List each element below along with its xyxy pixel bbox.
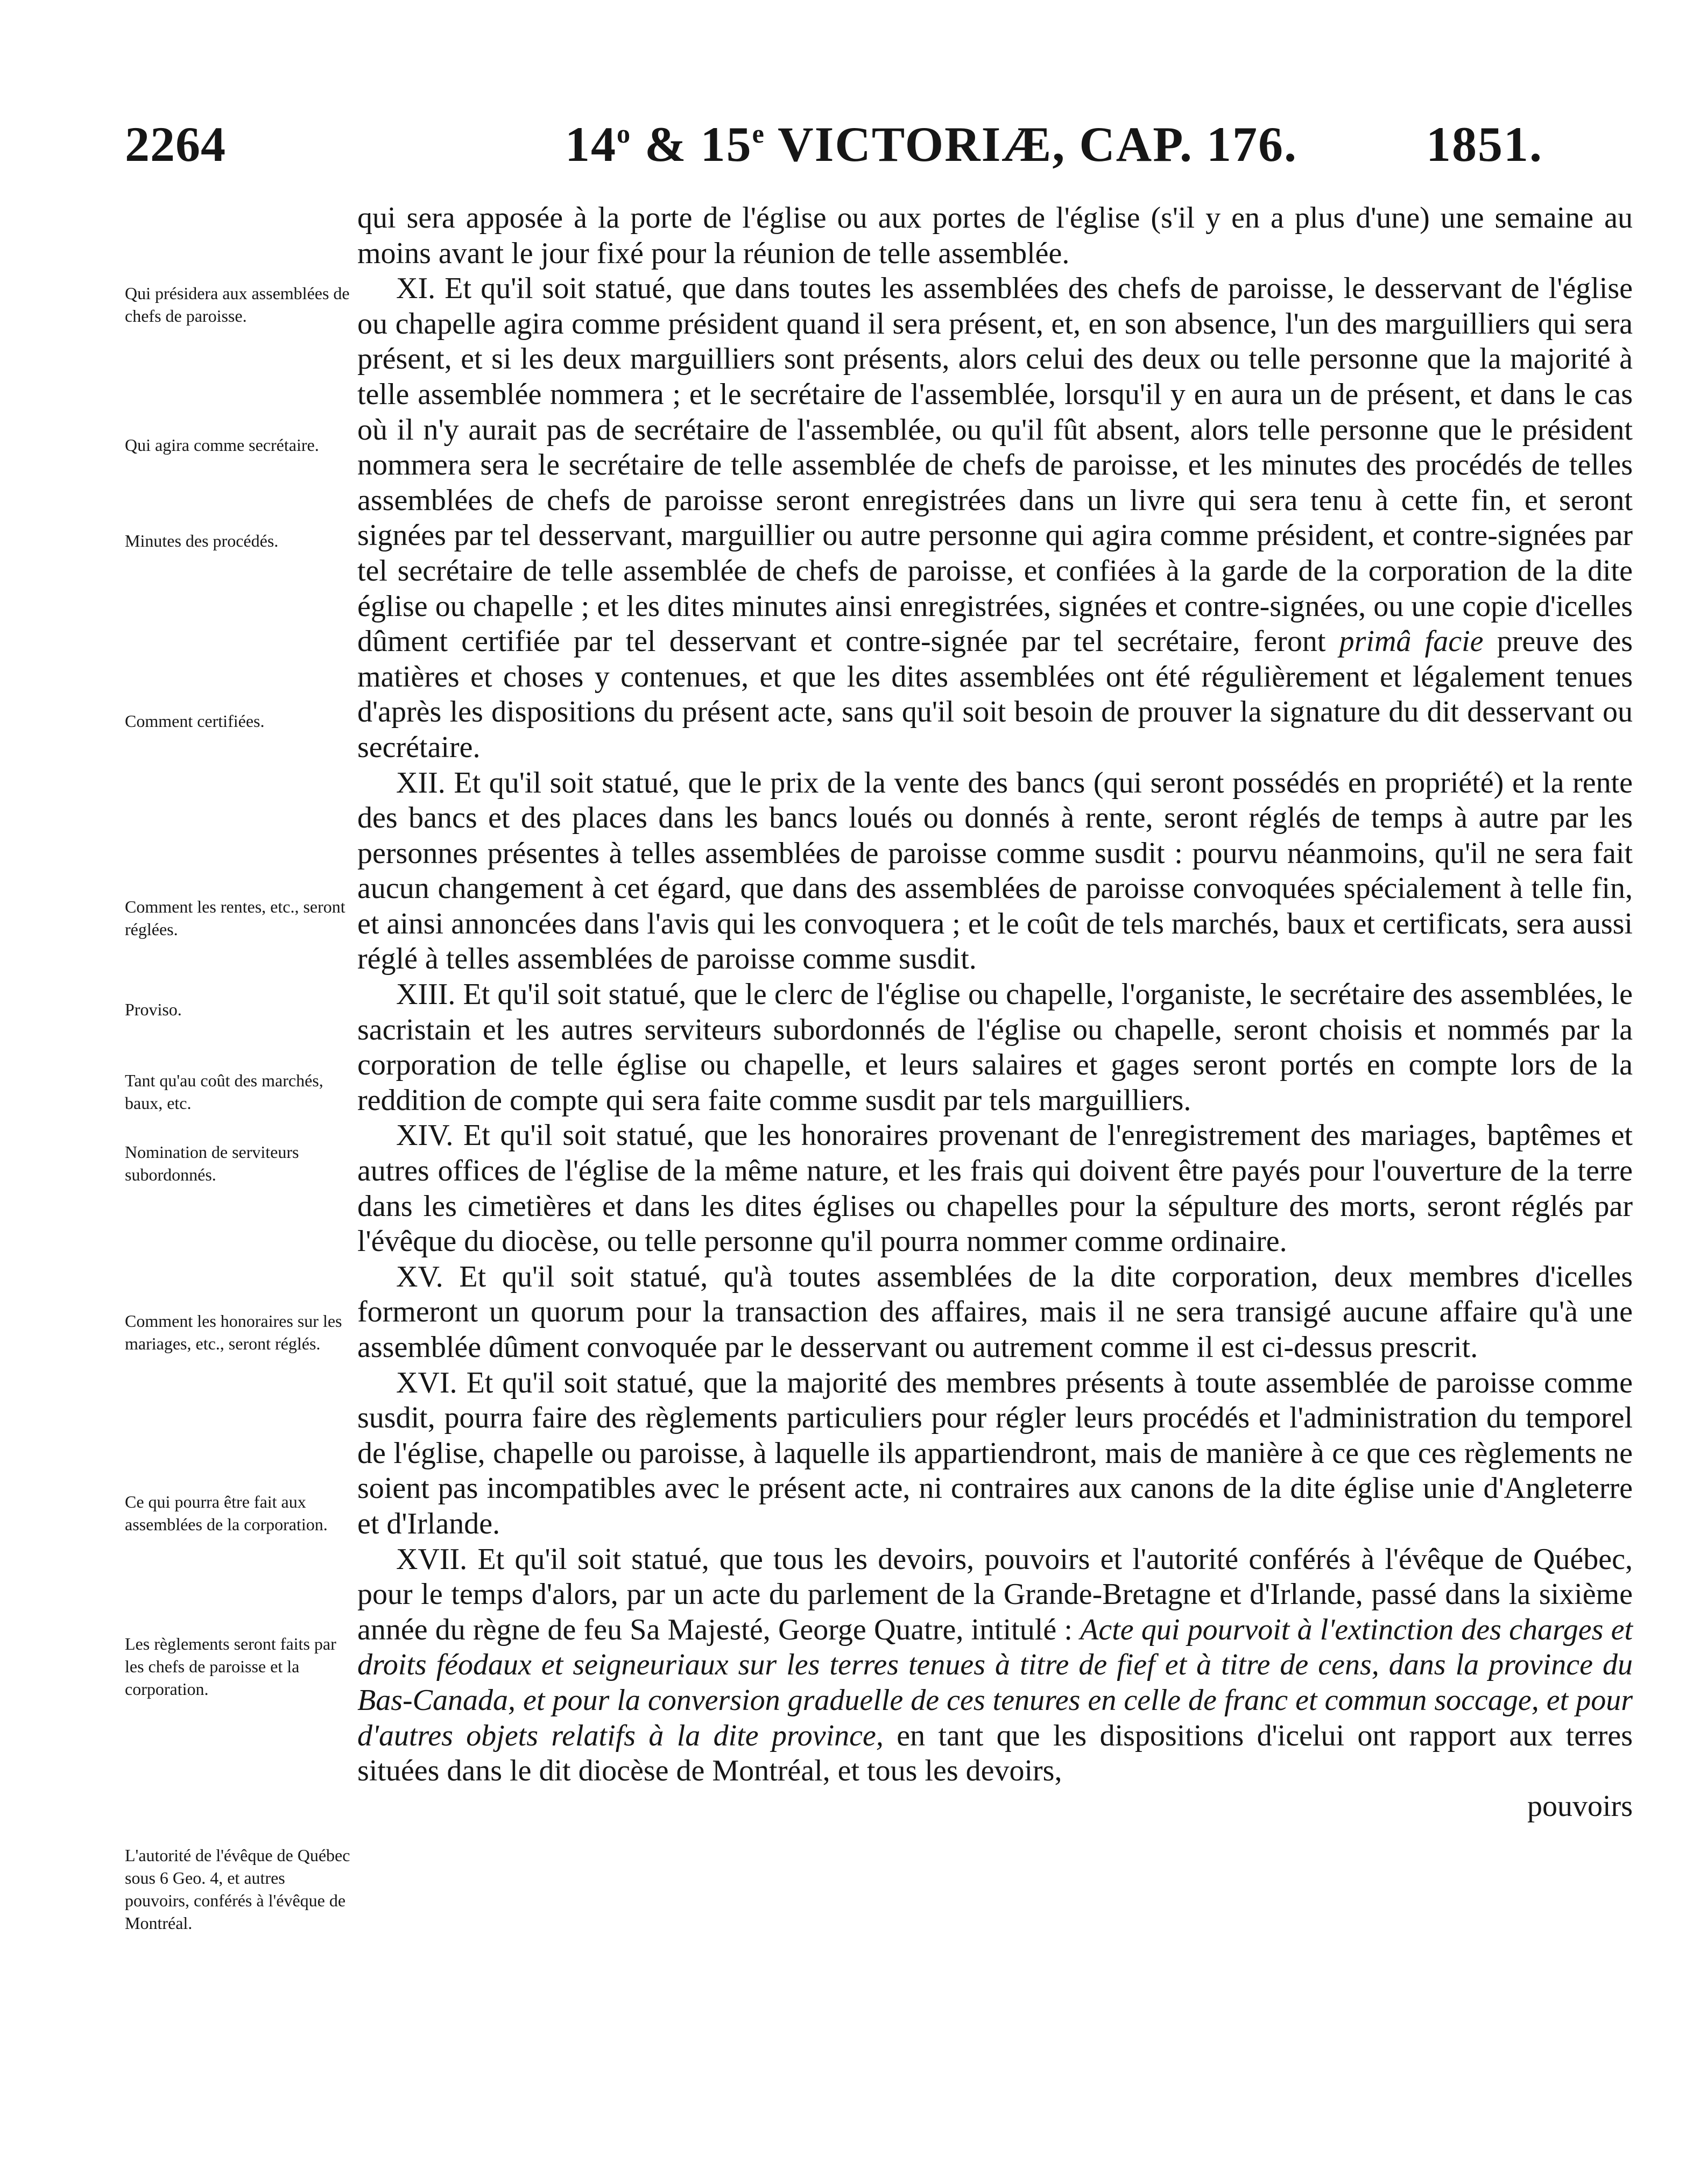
page-number: 2264: [125, 117, 226, 172]
section-xvi: XVI. Et qu'il soit statué, que la majorité des membres présents à toute assemblée de paroisse comme susdit, pourra faire des règlements particuliers pour régler leurs procédés et l'administration du temporel de l'église, chapelle ou paroisse, à laquelle ils appartiendront, mais de manière à ce que ces règlements ne soient pas incompatibles avec le présent acte, ni contraires aux canons de la dite église unie d'Angleterre et d'Irlande.: [357, 1366, 1633, 1540]
margin-note-regulations: Les règlements seront faits par les chefs de paroisse et la corporation.: [125, 1634, 336, 1699]
running-title: 14$^o$ & 15e VICTORIÆ, CAP. 176.: [565, 117, 1297, 172]
section-xvii: XVII. Et qu'il soit statué, que tous les devoirs, pouvoirs et l'autorité conférés à l'évêque de Québec, pour le temps d'alors, par un acte du parlement de la Grande-Bretagne et d'Irlande, passé dans la sixième année du règne de feu Sa Majesté, George Quatre, intitulé : Acte qui pourvoit à l'extinction des charges et droits féodaux et seigneuriaux sur les terres tenues à titre de fief et à titre de cens, dans la province du Bas-Canada, et pour la conversion graduelle de ces tenures en celle de franc et commun soccage, et pour d'autres objets relatifs à la dite province, en tant que les dispositions d'icelui ont rapport aux terres situées dans le dit diocèse de Montréal, et tous les devoirs,: [357, 1542, 1633, 1788]
margin-note-bishop: L'autorité de l'évêque de Québec sous 6 Geo. 4, et autres pouvoirs, conférés à l'évêque de Montréal.: [125, 1846, 350, 1933]
catchword: pouvoirs: [1527, 1789, 1633, 1823]
continuation-paragraph: qui sera apposée à la porte de l'église ou aux portes de l'église (s'il y en a plus d'une) une semaine au moins avant le jour fixé pour la réunion de telle assemblée.: [357, 201, 1633, 270]
margin-note-fees: Comment les honoraires sur les mariages, etc., seront réglés.: [125, 1311, 342, 1353]
section-xv: XV. Et qu'il soit statué, qu'à toutes assemblées de la dite corporation, deux membres d'icelles formeront un quorum pour la transaction des affaires, mais il ne sera transigé aucune affaire qu'à une assemblée dûment convoquée par le desservant ou autrement comme il est ci-dessus prescrit.: [357, 1260, 1633, 1364]
year: 1851.: [1426, 117, 1543, 172]
section-xii: XII. Et qu'il soit statué, que le prix de la vente des bancs (qui seront possédés en propriété) et la rente des bancs et des places dans les bancs loués ou donnés à rente, seront réglés de temps à autre par les personnes présentes à telles assemblées de paroisse comme susdit : pourvu néanmoins, qu'il ne sera fait aucun changement à cet égard, que dans des assemblées de paroisse convoquées spécialement à telle fin, et ainsi annoncées dans l'avis qui les convoquera ; et le coût de tels marchés, baux et certificats, sera aussi réglé à telles assemblées de paroisse comme susdit.: [357, 766, 1633, 976]
section-xiii: XIII. Et qu'il soit statué, que le clerc de l'église ou chapelle, l'organiste, le secrétaire des assemblées, le sacristain et les autres serviteurs subordonnés de l'église ou chapelle, seront choisis et nommés par la corporation de telle église ou chapelle, et leurs salaires et gages seront portés en compte lors de la reddition de compte qui sera faite comme susdit par tels marguilliers.: [357, 978, 1633, 1117]
margin-note-rents: Comment les rentes, etc., seront réglées.: [125, 897, 345, 939]
margin-note-secretary: Qui agira comme secrétaire.: [125, 435, 319, 455]
margin-note-assemblies: Ce qui pourra être fait aux assemblées de la corporation.: [125, 1492, 328, 1534]
margin-note-certified: Comment certifiées.: [125, 711, 265, 731]
margin-note-minutes: Minutes des procédés.: [125, 531, 279, 550]
section-xiv: XIV. Et qu'il soit statué, que les honoraires provenant de l'enregistrement des mariages, baptêmes et autres offices de l'église de la même nature, et les frais qui doivent être payés pour l'ouverture de la terre dans les cimetières et dans les dites églises ou chapelles pour la sépulture des morts, seront réglés par l'évêque du diocèse, ou telle personne qu'il pourra nommer comme ordinaire.: [357, 1119, 1633, 1259]
margin-note-proviso: Proviso.: [125, 1000, 182, 1019]
statute-text: [357, 201, 1633, 1824]
running-header: [0, 0, 1686, 178]
margin-note-president: Qui présidera aux assemblées de chefs de paroisse.: [125, 284, 350, 326]
margin-note-cost: Tant qu'au coût des marchés, baux, etc.: [125, 1071, 323, 1113]
margin-note-servants: Nomination de serviteurs subordonnés.: [125, 1142, 299, 1184]
section-xi: XI. Et qu'il soit statué, que dans toutes les assemblées des chefs de paroisse, le desservant de l'église ou chapelle agira comme président quand il sera présent, et, en son absence, l'un des marguilliers qui sera présent, et si les deux marguilliers sont présents, alors celui des deux ou telle personne que la majorité à telle assemblée nommera ; et le secrétaire de l'assemblée, lorsqu'il y en aura un de présent, et dans le cas où il n'y aurait pas de secrétaire de l'assemblée, ou qu'il fût absent, alors telle personne que le président nommera sera le secrétaire de telle assemblée de chefs de paroisse, et les minutes des procédés de telles assemblées de chefs de paroisse seront enregistrées dans un livre qui sera tenu à cette fin, et seront signées par tel desservant, marguillier ou autre personne qui agira comme président, et contre-signées par tel secrétaire de telle assemblée de chefs de paroisse, et confiées à la garde de la corporation de la dite église ou chapelle ; et les dites minutes ainsi enregistrées, signées et contre-signées, ou une copie d'icelles dûment certifiée par tel desservant et contre-signée par tel secrétaire, feront primâ facie preuve des matières et choses y contenues, et que les dites assemblées ont été régulièrement et légalement tenues d'après les dispositions du présent acte, sans qu'il soit besoin de prouver la signature du dit desservant ou secrétaire.: [357, 272, 1633, 764]
